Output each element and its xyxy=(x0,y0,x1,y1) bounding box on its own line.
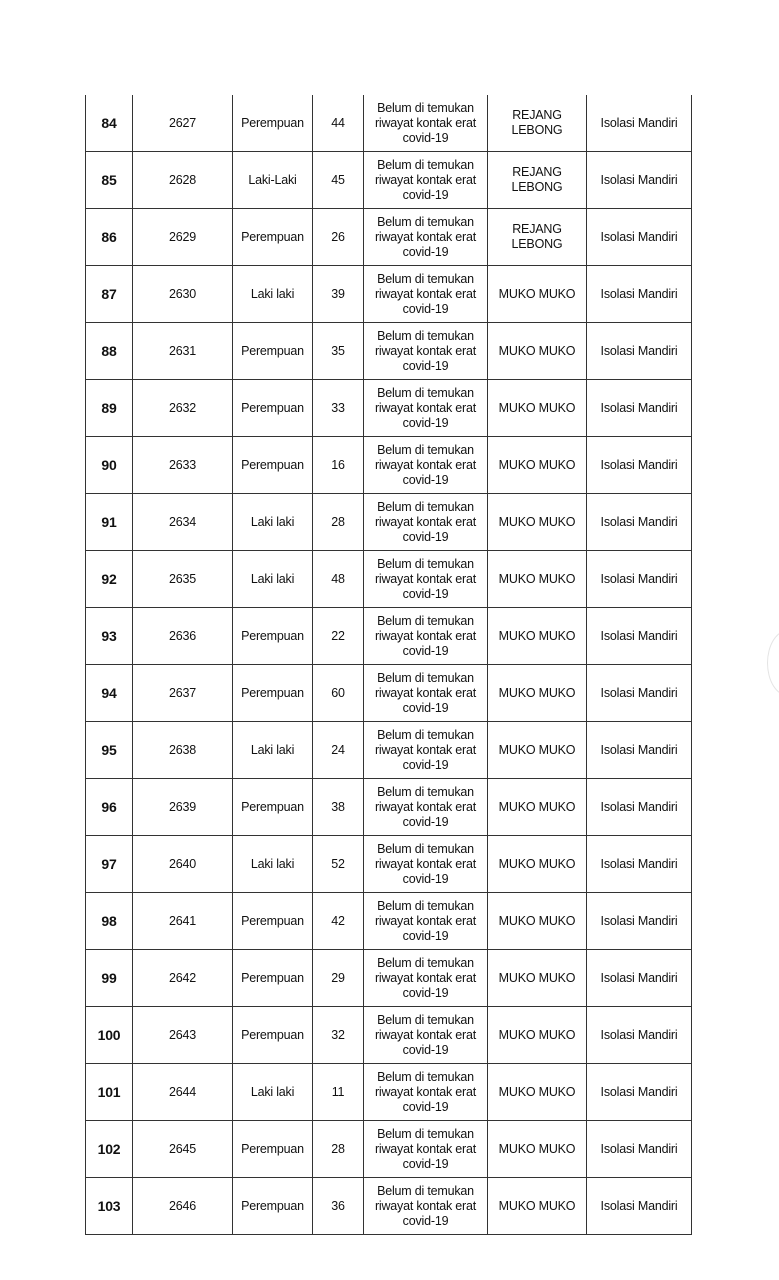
gender-cell: Perempuan xyxy=(233,323,313,380)
table-row xyxy=(86,836,692,893)
contact-history-line: covid-19 xyxy=(402,358,449,373)
row-number-cell: 95 xyxy=(86,722,133,779)
case-code-cell: 2629 xyxy=(133,209,233,266)
contact-history-line: covid-19 xyxy=(402,1213,449,1228)
contact-history-line: covid-19 xyxy=(402,244,449,259)
contact-history-line: covid-19 xyxy=(402,700,449,715)
contact-history-cell xyxy=(364,1007,488,1064)
regency-line: MUKO MUKO xyxy=(498,343,576,358)
age-cell: 32 xyxy=(313,1007,364,1064)
status-cell: Isolasi Mandiri xyxy=(587,1007,692,1064)
contact-history-cell xyxy=(364,665,488,722)
regency-line: LEBONG xyxy=(511,237,563,251)
age-cell: 24 xyxy=(313,722,364,779)
status-cell: Isolasi Mandiri xyxy=(587,437,692,494)
regency-cell xyxy=(488,950,587,1007)
regency-line: MUKO MUKO xyxy=(498,1084,576,1099)
regency-line: MUKO MUKO xyxy=(498,628,576,643)
contact-history-line: covid-19 xyxy=(402,586,449,601)
regency-line: MUKO MUKO xyxy=(498,514,576,529)
contact-history-line: riwayat kontak erat xyxy=(374,229,477,244)
status-cell: Isolasi Mandiri xyxy=(587,1064,692,1121)
contact-history-cell xyxy=(364,437,488,494)
table-row xyxy=(86,551,692,608)
table-row xyxy=(86,1178,692,1235)
contact-history-line: riwayat kontak erat xyxy=(374,172,477,187)
regency-line: REJANG xyxy=(512,165,562,179)
contact-history-cell xyxy=(364,1064,488,1121)
table-row xyxy=(86,893,692,950)
gender-cell: Laki laki xyxy=(233,266,313,323)
contact-history-line: riwayat kontak erat xyxy=(374,970,477,985)
age-cell: 45 xyxy=(313,152,364,209)
gender-cell: Perempuan xyxy=(233,209,313,266)
status-cell: Isolasi Mandiri xyxy=(587,1121,692,1178)
contact-history-cell xyxy=(364,1178,488,1235)
age-cell: 39 xyxy=(313,266,364,323)
regency-cell xyxy=(488,665,587,722)
regency-line: MUKO MUKO xyxy=(498,742,576,757)
contact-history-line: Belum di temukan xyxy=(377,100,474,115)
contact-history-cell xyxy=(364,152,488,209)
status-cell: Isolasi Mandiri xyxy=(587,209,692,266)
contact-history-line: riwayat kontak erat xyxy=(374,1027,477,1042)
contact-history-line: covid-19 xyxy=(402,1099,449,1114)
gender-cell: Perempuan xyxy=(233,437,313,494)
gender-cell: Perempuan xyxy=(233,608,313,665)
status-cell: Isolasi Mandiri xyxy=(587,836,692,893)
contact-history-line: riwayat kontak erat xyxy=(374,1198,477,1213)
row-number-cell: 89 xyxy=(86,380,133,437)
table-row xyxy=(86,1121,692,1178)
regency-cell xyxy=(488,1121,587,1178)
status-cell: Isolasi Mandiri xyxy=(587,665,692,722)
patient-data-table xyxy=(85,95,692,1235)
case-code-cell: 2638 xyxy=(133,722,233,779)
regency-cell xyxy=(488,1064,587,1121)
row-number-cell: 87 xyxy=(86,266,133,323)
regency-cell xyxy=(488,209,587,266)
case-code-cell: 2633 xyxy=(133,437,233,494)
contact-history-line: riwayat kontak erat xyxy=(374,571,477,586)
age-cell: 22 xyxy=(313,608,364,665)
case-code-cell: 2643 xyxy=(133,1007,233,1064)
contact-history-line: riwayat kontak erat xyxy=(374,628,477,643)
age-cell: 28 xyxy=(313,1121,364,1178)
regency-cell xyxy=(488,266,587,323)
contact-history-line: covid-19 xyxy=(402,928,449,943)
contact-history-cell xyxy=(364,209,488,266)
gender-cell: Perempuan xyxy=(233,779,313,836)
case-code-cell: 2636 xyxy=(133,608,233,665)
row-number-cell: 92 xyxy=(86,551,133,608)
table-row xyxy=(86,608,692,665)
row-number-cell: 85 xyxy=(86,152,133,209)
case-code-cell: 2635 xyxy=(133,551,233,608)
table-row xyxy=(86,209,692,266)
regency-line: MUKO MUKO xyxy=(498,856,576,871)
contact-history-line: covid-19 xyxy=(402,130,449,145)
contact-history-line: riwayat kontak erat xyxy=(374,514,477,529)
gender-cell: Perempuan xyxy=(233,950,313,1007)
regency-line: MUKO MUKO xyxy=(498,286,576,301)
table-row xyxy=(86,266,692,323)
contact-history-line: covid-19 xyxy=(402,643,449,658)
status-cell: Isolasi Mandiri xyxy=(587,893,692,950)
contact-history-line: Belum di temukan xyxy=(377,157,474,172)
status-cell: Isolasi Mandiri xyxy=(587,779,692,836)
gender-cell: Laki laki xyxy=(233,836,313,893)
contact-history-line: riwayat kontak erat xyxy=(374,1141,477,1156)
contact-history-line: covid-19 xyxy=(402,1156,449,1171)
age-cell: 44 xyxy=(313,95,364,152)
gender-cell: Laki laki xyxy=(233,722,313,779)
regency-line: MUKO MUKO xyxy=(498,970,576,985)
row-number-cell: 100 xyxy=(86,1007,133,1064)
table-row xyxy=(86,437,692,494)
gender-cell: Laki-Laki xyxy=(233,152,313,209)
age-cell: 42 xyxy=(313,893,364,950)
gender-cell: Laki laki xyxy=(233,1064,313,1121)
contact-history-line: riwayat kontak erat xyxy=(374,685,477,700)
contact-history-line: covid-19 xyxy=(402,814,449,829)
row-number-cell: 102 xyxy=(86,1121,133,1178)
regency-cell xyxy=(488,722,587,779)
contact-history-line: riwayat kontak erat xyxy=(374,115,477,130)
contact-history-cell xyxy=(364,380,488,437)
gender-cell: Perempuan xyxy=(233,380,313,437)
case-code-cell: 2641 xyxy=(133,893,233,950)
row-number-cell: 88 xyxy=(86,323,133,380)
contact-history-line: covid-19 xyxy=(402,472,449,487)
row-number-cell: 101 xyxy=(86,1064,133,1121)
contact-history-cell xyxy=(364,323,488,380)
contact-history-line: riwayat kontak erat xyxy=(374,913,477,928)
table-row xyxy=(86,95,692,152)
case-code-cell: 2642 xyxy=(133,950,233,1007)
row-number-cell: 98 xyxy=(86,893,133,950)
row-number-cell: 97 xyxy=(86,836,133,893)
case-code-cell: 2646 xyxy=(133,1178,233,1235)
contact-history-line: covid-19 xyxy=(402,529,449,544)
age-cell: 36 xyxy=(313,1178,364,1235)
case-code-cell: 2639 xyxy=(133,779,233,836)
regency-line: MUKO MUKO xyxy=(498,1141,576,1156)
contact-history-cell xyxy=(364,266,488,323)
status-cell: Isolasi Mandiri xyxy=(587,551,692,608)
regency-line: REJANG xyxy=(512,108,562,122)
contact-history-line: Belum di temukan xyxy=(377,442,474,457)
contact-history-line: Belum di temukan xyxy=(377,613,474,628)
status-cell: Isolasi Mandiri xyxy=(587,266,692,323)
contact-history-line: covid-19 xyxy=(402,757,449,772)
regency-cell xyxy=(488,380,587,437)
table-row xyxy=(86,779,692,836)
contact-history-cell xyxy=(364,722,488,779)
contact-history-line: riwayat kontak erat xyxy=(374,457,477,472)
contact-history-cell xyxy=(364,1121,488,1178)
status-cell: Isolasi Mandiri xyxy=(587,380,692,437)
contact-history-line: riwayat kontak erat xyxy=(374,1084,477,1099)
regency-cell xyxy=(488,95,587,152)
status-cell: Isolasi Mandiri xyxy=(587,323,692,380)
contact-history-line: riwayat kontak erat xyxy=(374,343,477,358)
regency-line: MUKO MUKO xyxy=(498,799,576,814)
regency-cell xyxy=(488,779,587,836)
contact-history-cell xyxy=(364,893,488,950)
case-code-cell: 2637 xyxy=(133,665,233,722)
table-row xyxy=(86,323,692,380)
case-code-cell: 2645 xyxy=(133,1121,233,1178)
age-cell: 38 xyxy=(313,779,364,836)
contact-history-line: Belum di temukan xyxy=(377,328,474,343)
table-body xyxy=(86,95,692,1235)
age-cell: 29 xyxy=(313,950,364,1007)
contact-history-cell xyxy=(364,494,488,551)
contact-history-line: Belum di temukan xyxy=(377,271,474,286)
regency-cell xyxy=(488,836,587,893)
row-number-cell: 93 xyxy=(86,608,133,665)
row-number-cell: 99 xyxy=(86,950,133,1007)
contact-history-line: riwayat kontak erat xyxy=(374,799,477,814)
regency-cell xyxy=(488,608,587,665)
contact-history-line: Belum di temukan xyxy=(377,727,474,742)
gender-cell: Perempuan xyxy=(233,1178,313,1235)
table-row xyxy=(86,380,692,437)
contact-history-line: Belum di temukan xyxy=(377,214,474,229)
regency-line: MUKO MUKO xyxy=(498,571,576,586)
contact-history-line: riwayat kontak erat xyxy=(374,286,477,301)
contact-history-line: covid-19 xyxy=(402,1042,449,1057)
contact-history-cell xyxy=(364,95,488,152)
contact-history-line: riwayat kontak erat xyxy=(374,856,477,871)
contact-history-line: Belum di temukan xyxy=(377,670,474,685)
contact-history-line: covid-19 xyxy=(402,187,449,202)
regency-cell xyxy=(488,437,587,494)
regency-line: REJANG xyxy=(512,222,562,236)
age-cell: 28 xyxy=(313,494,364,551)
regency-line: MUKO MUKO xyxy=(498,400,576,415)
page-edge-decoration xyxy=(767,630,779,696)
contact-history-line: covid-19 xyxy=(402,985,449,1000)
case-code-cell: 2632 xyxy=(133,380,233,437)
contact-history-line: Belum di temukan xyxy=(377,1183,474,1198)
row-number-cell: 96 xyxy=(86,779,133,836)
regency-cell xyxy=(488,551,587,608)
row-number-cell: 84 xyxy=(86,95,133,152)
contact-history-line: Belum di temukan xyxy=(377,556,474,571)
contact-history-line: covid-19 xyxy=(402,301,449,316)
case-code-cell: 2631 xyxy=(133,323,233,380)
case-code-cell: 2628 xyxy=(133,152,233,209)
case-code-cell: 2627 xyxy=(133,95,233,152)
contact-history-line: Belum di temukan xyxy=(377,1012,474,1027)
row-number-cell: 103 xyxy=(86,1178,133,1235)
contact-history-line: Belum di temukan xyxy=(377,385,474,400)
contact-history-cell xyxy=(364,779,488,836)
contact-history-line: covid-19 xyxy=(402,871,449,886)
regency-line: MUKO MUKO xyxy=(498,1198,576,1213)
contact-history-line: Belum di temukan xyxy=(377,1069,474,1084)
regency-cell xyxy=(488,1007,587,1064)
contact-history-line: Belum di temukan xyxy=(377,898,474,913)
case-code-cell: 2634 xyxy=(133,494,233,551)
table-row xyxy=(86,494,692,551)
gender-cell: Perempuan xyxy=(233,95,313,152)
contact-history-line: Belum di temukan xyxy=(377,784,474,799)
age-cell: 48 xyxy=(313,551,364,608)
table-row xyxy=(86,665,692,722)
regency-line: LEBONG xyxy=(511,123,563,137)
contact-history-line: covid-19 xyxy=(402,415,449,430)
table-row xyxy=(86,1064,692,1121)
case-code-cell: 2640 xyxy=(133,836,233,893)
regency-line: LEBONG xyxy=(511,180,563,194)
table-row xyxy=(86,152,692,209)
regency-cell xyxy=(488,152,587,209)
gender-cell: Perempuan xyxy=(233,665,313,722)
status-cell: Isolasi Mandiri xyxy=(587,722,692,779)
contact-history-line: Belum di temukan xyxy=(377,1126,474,1141)
regency-line: MUKO MUKO xyxy=(498,457,576,472)
status-cell: Isolasi Mandiri xyxy=(587,152,692,209)
gender-cell: Perempuan xyxy=(233,1121,313,1178)
age-cell: 52 xyxy=(313,836,364,893)
contact-history-cell xyxy=(364,551,488,608)
case-code-cell: 2644 xyxy=(133,1064,233,1121)
regency-cell xyxy=(488,1178,587,1235)
age-cell: 33 xyxy=(313,380,364,437)
age-cell: 16 xyxy=(313,437,364,494)
case-code-cell: 2630 xyxy=(133,266,233,323)
age-cell: 26 xyxy=(313,209,364,266)
contact-history-line: riwayat kontak erat xyxy=(374,742,477,757)
row-number-cell: 94 xyxy=(86,665,133,722)
contact-history-cell xyxy=(364,950,488,1007)
contact-history-line: Belum di temukan xyxy=(377,841,474,856)
regency-cell xyxy=(488,893,587,950)
row-number-cell: 86 xyxy=(86,209,133,266)
contact-history-cell xyxy=(364,608,488,665)
gender-cell: Perempuan xyxy=(233,893,313,950)
contact-history-line: Belum di temukan xyxy=(377,955,474,970)
contact-history-line: riwayat kontak erat xyxy=(374,400,477,415)
regency-cell xyxy=(488,494,587,551)
age-cell: 11 xyxy=(313,1064,364,1121)
status-cell: Isolasi Mandiri xyxy=(587,608,692,665)
age-cell: 35 xyxy=(313,323,364,380)
row-number-cell: 91 xyxy=(86,494,133,551)
age-cell: 60 xyxy=(313,665,364,722)
table-row xyxy=(86,722,692,779)
status-cell: Isolasi Mandiri xyxy=(587,95,692,152)
table-row xyxy=(86,1007,692,1064)
regency-cell xyxy=(488,323,587,380)
table-row xyxy=(86,950,692,1007)
regency-line: MUKO MUKO xyxy=(498,913,576,928)
contact-history-cell xyxy=(364,836,488,893)
row-number-cell: 90 xyxy=(86,437,133,494)
status-cell: Isolasi Mandiri xyxy=(587,494,692,551)
regency-line: MUKO MUKO xyxy=(498,1027,576,1042)
status-cell: Isolasi Mandiri xyxy=(587,1178,692,1235)
regency-line: MUKO MUKO xyxy=(498,685,576,700)
status-cell: Isolasi Mandiri xyxy=(587,950,692,1007)
gender-cell: Laki laki xyxy=(233,551,313,608)
gender-cell: Laki laki xyxy=(233,494,313,551)
contact-history-line: Belum di temukan xyxy=(377,499,474,514)
gender-cell: Perempuan xyxy=(233,1007,313,1064)
